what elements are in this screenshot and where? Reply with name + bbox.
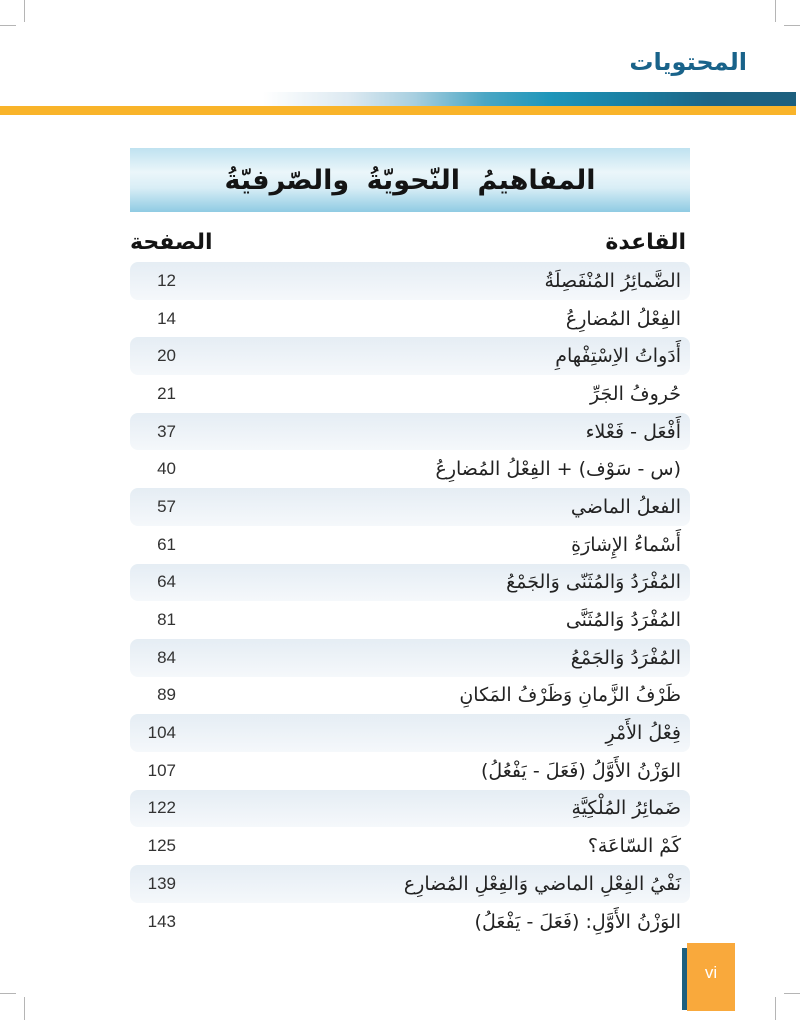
rule-title: المُفْرَدُ وَالجَمْعُ	[570, 646, 681, 669]
crop-mark	[0, 993, 16, 994]
rule-title: الوَزْنُ الأَوَّلِ: (فَعَلَ - يَفْعَلُ)	[474, 910, 681, 933]
crop-mark	[24, 997, 25, 1020]
rule-page-number: 81	[157, 610, 176, 630]
rule-title: الفعلُ الماضي	[570, 495, 681, 518]
rule-page-number: 122	[147, 798, 176, 818]
rule-page-number: 104	[147, 723, 176, 743]
table-row	[130, 564, 690, 602]
rule-page-number: 89	[157, 685, 176, 705]
crop-mark	[784, 25, 800, 26]
rule-title: (س - سَوْف) + الفِعْلُ المُضارِعُ	[435, 458, 681, 481]
page-column-header: الصفحة	[130, 229, 213, 255]
crop-mark	[0, 25, 16, 26]
table-row	[130, 450, 690, 488]
rule-title: أَسْماءُ الإِشارَةِ	[571, 533, 681, 556]
toc-content	[130, 148, 690, 940]
rule-title: ظَرْفُ الزَّمانِ وَظَرْفُ المَكانِ	[459, 684, 681, 707]
rule-page-number: 61	[157, 534, 176, 554]
rule-title: أَفْعَل - فَعْلاء	[585, 420, 681, 443]
rule-page-number: 57	[157, 496, 176, 516]
rule-page-number: 20	[157, 346, 176, 366]
section-banner	[130, 148, 690, 212]
rule-page-number: 143	[147, 911, 176, 931]
rule-title: المُفْرَدُ وَالمُثَنّى وَالجَمْعُ	[506, 571, 681, 594]
crop-mark	[784, 993, 800, 994]
table-row	[130, 790, 690, 828]
header-gradient-bar	[0, 92, 796, 106]
rule-page-number: 64	[157, 572, 176, 592]
rule-page-number: 40	[157, 459, 176, 479]
rule-title: فِعْلُ الأَمْرِ	[605, 722, 681, 745]
rule-title: الفِعْلُ المُضارِعُ	[565, 307, 681, 330]
table-row	[130, 413, 690, 451]
column-headers	[130, 224, 690, 260]
rule-page-number: 125	[147, 836, 176, 856]
table-row	[130, 601, 690, 639]
table-row	[130, 903, 690, 941]
rule-page-number: 107	[147, 760, 176, 780]
rule-title: حُروفُ الجَرِّ	[590, 382, 681, 405]
table-row	[130, 262, 690, 300]
crop-mark	[775, 997, 776, 1020]
table-row	[130, 865, 690, 903]
rule-title: كَمْ السّاعَة؟	[587, 835, 681, 858]
table-row	[130, 677, 690, 715]
crop-mark	[775, 0, 776, 22]
toc-rows	[130, 262, 690, 940]
rule-title: المُفْرَدُ وَالمُثَنَّى	[565, 609, 681, 632]
rule-page-number: 14	[157, 308, 176, 328]
rule-page-number: 84	[157, 647, 176, 667]
rule-page-number: 37	[157, 421, 176, 441]
section-title: المفاهيمُ النّحويّةُ والصّرفيّةُ	[224, 164, 596, 196]
rule-page-number: 21	[157, 383, 176, 403]
header-yellow-bar	[0, 106, 796, 115]
rule-page-number: 12	[157, 270, 176, 290]
table-row	[130, 639, 690, 677]
rule-title: الضَّمائِرُ المُنْفَصِلَةُ	[544, 269, 681, 292]
table-row	[130, 526, 690, 564]
folio-number: vi	[704, 963, 718, 982]
crop-mark	[24, 0, 25, 22]
table-row	[130, 752, 690, 790]
rule-title: نَفْيُ الفِعْلِ الماضي وَالفِعْلِ المُضارِع	[403, 872, 681, 895]
page-title: المحتويات	[629, 48, 747, 76]
folio-tab	[687, 943, 735, 1011]
rule-title: ضَمائِرُ المُلْكِيَّةِ	[571, 797, 681, 820]
table-row	[130, 300, 690, 338]
table-row	[130, 714, 690, 752]
table-row	[130, 827, 690, 865]
rule-title: الوَزْنُ الأَوَّلُ (فَعَلَ - يَفْعُلُ)	[480, 759, 681, 782]
rule-column-header: القاعدة	[605, 229, 686, 255]
table-row	[130, 488, 690, 526]
rule-page-number: 139	[147, 873, 176, 893]
table-row	[130, 375, 690, 413]
rule-title: أَدَواتُ الاِسْتِفْهامِ	[555, 345, 681, 368]
table-row	[130, 337, 690, 375]
